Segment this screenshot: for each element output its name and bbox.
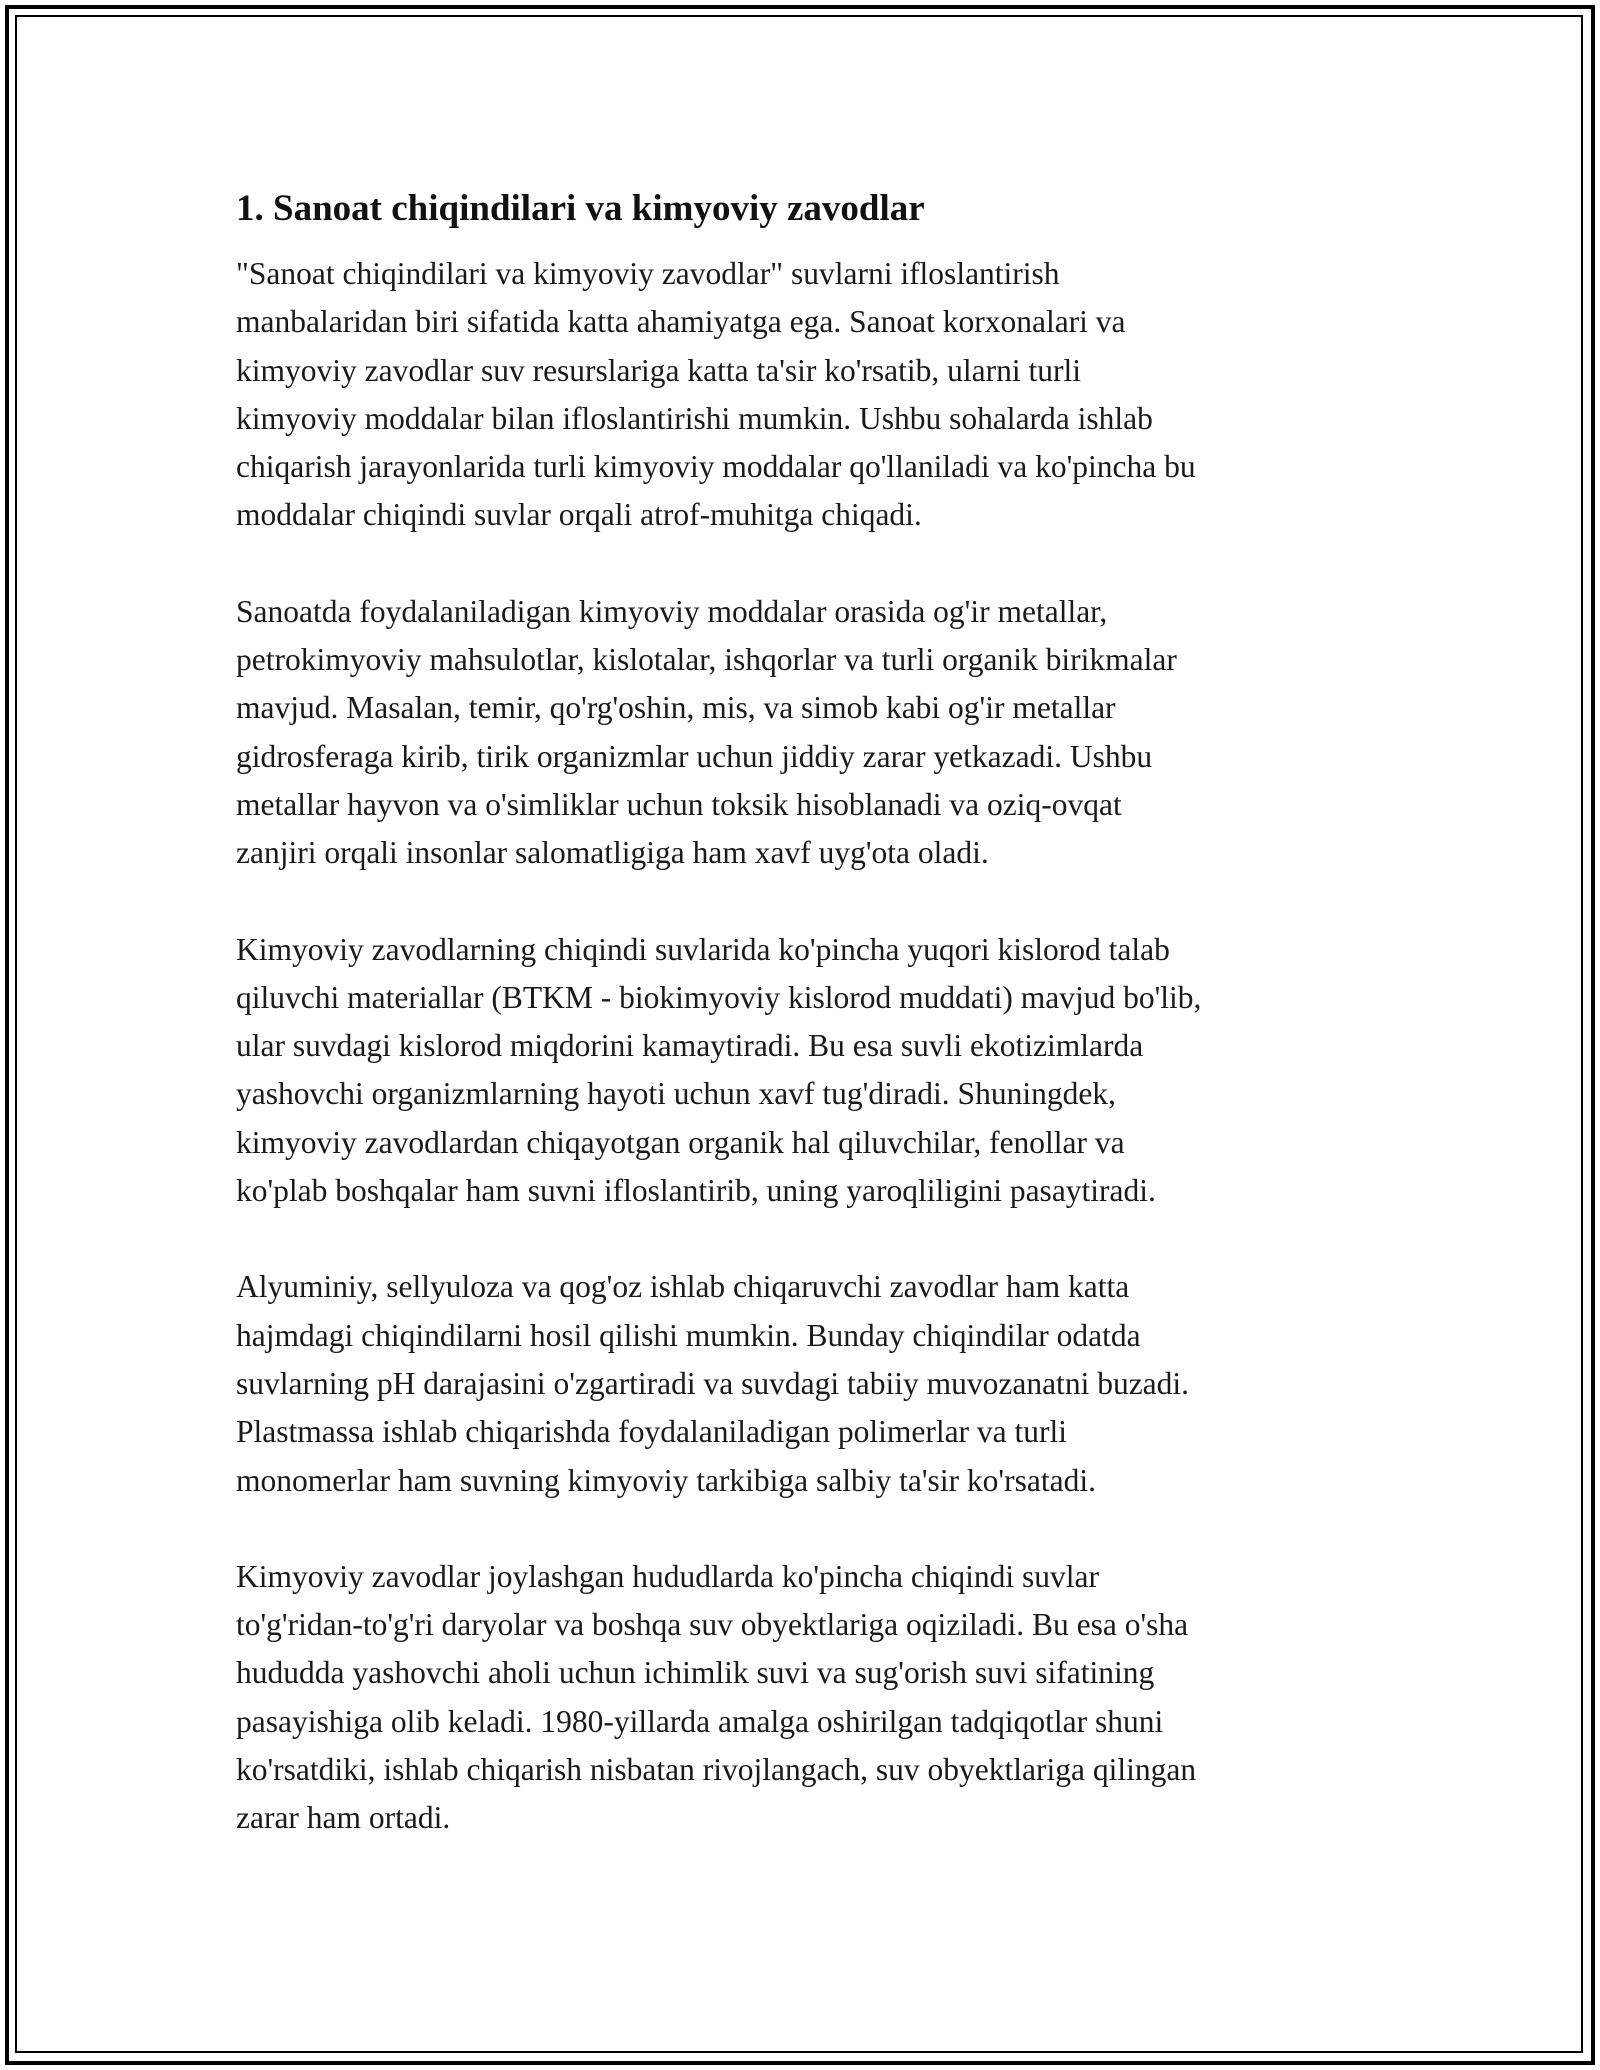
- paragraph-line: Alyuminiy, sellyuloza va qog'oz ishlab chiqaruvchi zavodlar ham katta: [236, 1269, 1130, 1305]
- paragraph-line: Kimyoviy zavodlarning chiqindi suvlarida ko'pincha yuqori kislorod talab: [236, 931, 1170, 967]
- paragraph-line: monomerlar ham suvning kimyoviy tarkibiga salbiy ta'sir ko'rsatadi.: [236, 1462, 1096, 1498]
- paragraph-line: chiqarish jarayonlarida turli kimyoviy moddalar qo'llaniladi va ko'pincha bu: [236, 449, 1196, 485]
- paragraph-line: ular suvdagi kislorod miqdorini kamaytiradi. Bu esa suvli ekotizimlarda: [236, 1028, 1144, 1064]
- paragraph: [236, 1553, 1366, 1843]
- paragraph-line: petrokimyoviy mahsulotlar, kislotalar, ishqorlar va turli organik birikmalar: [236, 642, 1177, 678]
- paragraph-line: Plastmassa ishlab chiqarishda foydalaniladigan polimerlar va turli: [236, 1414, 1068, 1450]
- paragraph-line: kimyoviy zavodlardan chiqayotgan organik hal qiluvchilar, fenollar va: [236, 1124, 1125, 1160]
- paragraph-line: hajmdagi chiqindilarni hosil qilishi mumkin. Bunday chiqindilar odatda: [236, 1317, 1141, 1353]
- paragraph-line: kimyoviy moddalar bilan ifloslantirishi mumkin. Ushbu sohalarda ishlab: [236, 400, 1153, 436]
- paragraph-line: metallar hayvon va o'simliklar uchun toksik hisoblanadi va oziq-ovqat: [236, 786, 1122, 822]
- paragraph: [236, 1263, 1366, 1504]
- paragraph-line: to'g'ridan-to'g'ri daryolar va boshqa suv obyektlariga oqiziladi. Bu esa o'sha: [236, 1607, 1189, 1643]
- paragraph-line: ko'plab boshqalar ham suvni ifloslantirib, uning yaroqliligini pasaytiradi.: [236, 1173, 1156, 1209]
- paragraph-line: Sanoatda foydalaniladigan kimyoviy moddalar orasida og'ir metallar,: [236, 593, 1108, 629]
- paragraph-line: Kimyoviy zavodlar joylashgan hududlarda ko'pincha chiqindi suvlar: [236, 1558, 1099, 1594]
- paragraph-line: gidrosferaga kirib, tirik organizmlar uchun jiddiy zarar yetkazadi. Ushbu: [236, 738, 1153, 774]
- paragraph-line: suvlarning pH darajasini o'zgartiradi va suvdagi tabiiy muvozanatni buzadi.: [236, 1365, 1190, 1401]
- document-body: [236, 186, 1366, 1891]
- paragraph-line: ko'rsatdiki, ishlab chiqarish nisbatan rivojlangach, suv obyektlariga qilingan: [236, 1752, 1197, 1788]
- paragraph-line: mavjud. Masalan, temir, qo'rg'oshin, mis, va simob kabi og'ir metallar: [236, 690, 1116, 726]
- paragraph-line: kimyoviy zavodlar suv resurslariga katta ta'sir ko'rsatib, ularni turli: [236, 352, 1082, 388]
- paragraph-line: moddalar chiqindi suvlar orqali atrof-muhitga chiqadi.: [236, 497, 922, 533]
- paragraph-line: yashovchi organizmlarning hayoti uchun xavf tug'diradi. Shuningdek,: [236, 1076, 1116, 1112]
- section-heading: 1. Sanoat chiqindilari va kimyoviy zavodlar: [236, 188, 925, 229]
- paragraph: [236, 250, 1366, 540]
- paragraph: [236, 926, 1366, 1216]
- paragraph-line: zanjiri orqali insonlar salomatligiga ham xavf uyg'ota oladi.: [236, 835, 989, 871]
- paragraph-line: zarar ham ortadi.: [236, 1800, 451, 1836]
- paragraph: [236, 588, 1366, 878]
- paragraph-line: pasayishiga olib keladi. 1980-yillarda amalga oshirilgan tadqiqotlar shuni: [236, 1703, 1164, 1739]
- paragraph-line: hududda yashovchi aholi uchun ichimlik suvi va sug'orish suvi sifatining: [236, 1655, 1155, 1691]
- paragraph-line: "Sanoat chiqindilari va kimyoviy zavodlar" suvlarni ifloslantirish: [236, 256, 1060, 291]
- paragraph-line: manbalaridan biri sifatida katta ahamiyatga ega. Sanoat korxonalari va: [236, 304, 1126, 340]
- paragraph-list: [236, 250, 1366, 1843]
- paragraph-line: qiluvchi materiallar (BTKM - biokimyoviy kislorod muddati) mavjud bo'lib,: [236, 979, 1202, 1015]
